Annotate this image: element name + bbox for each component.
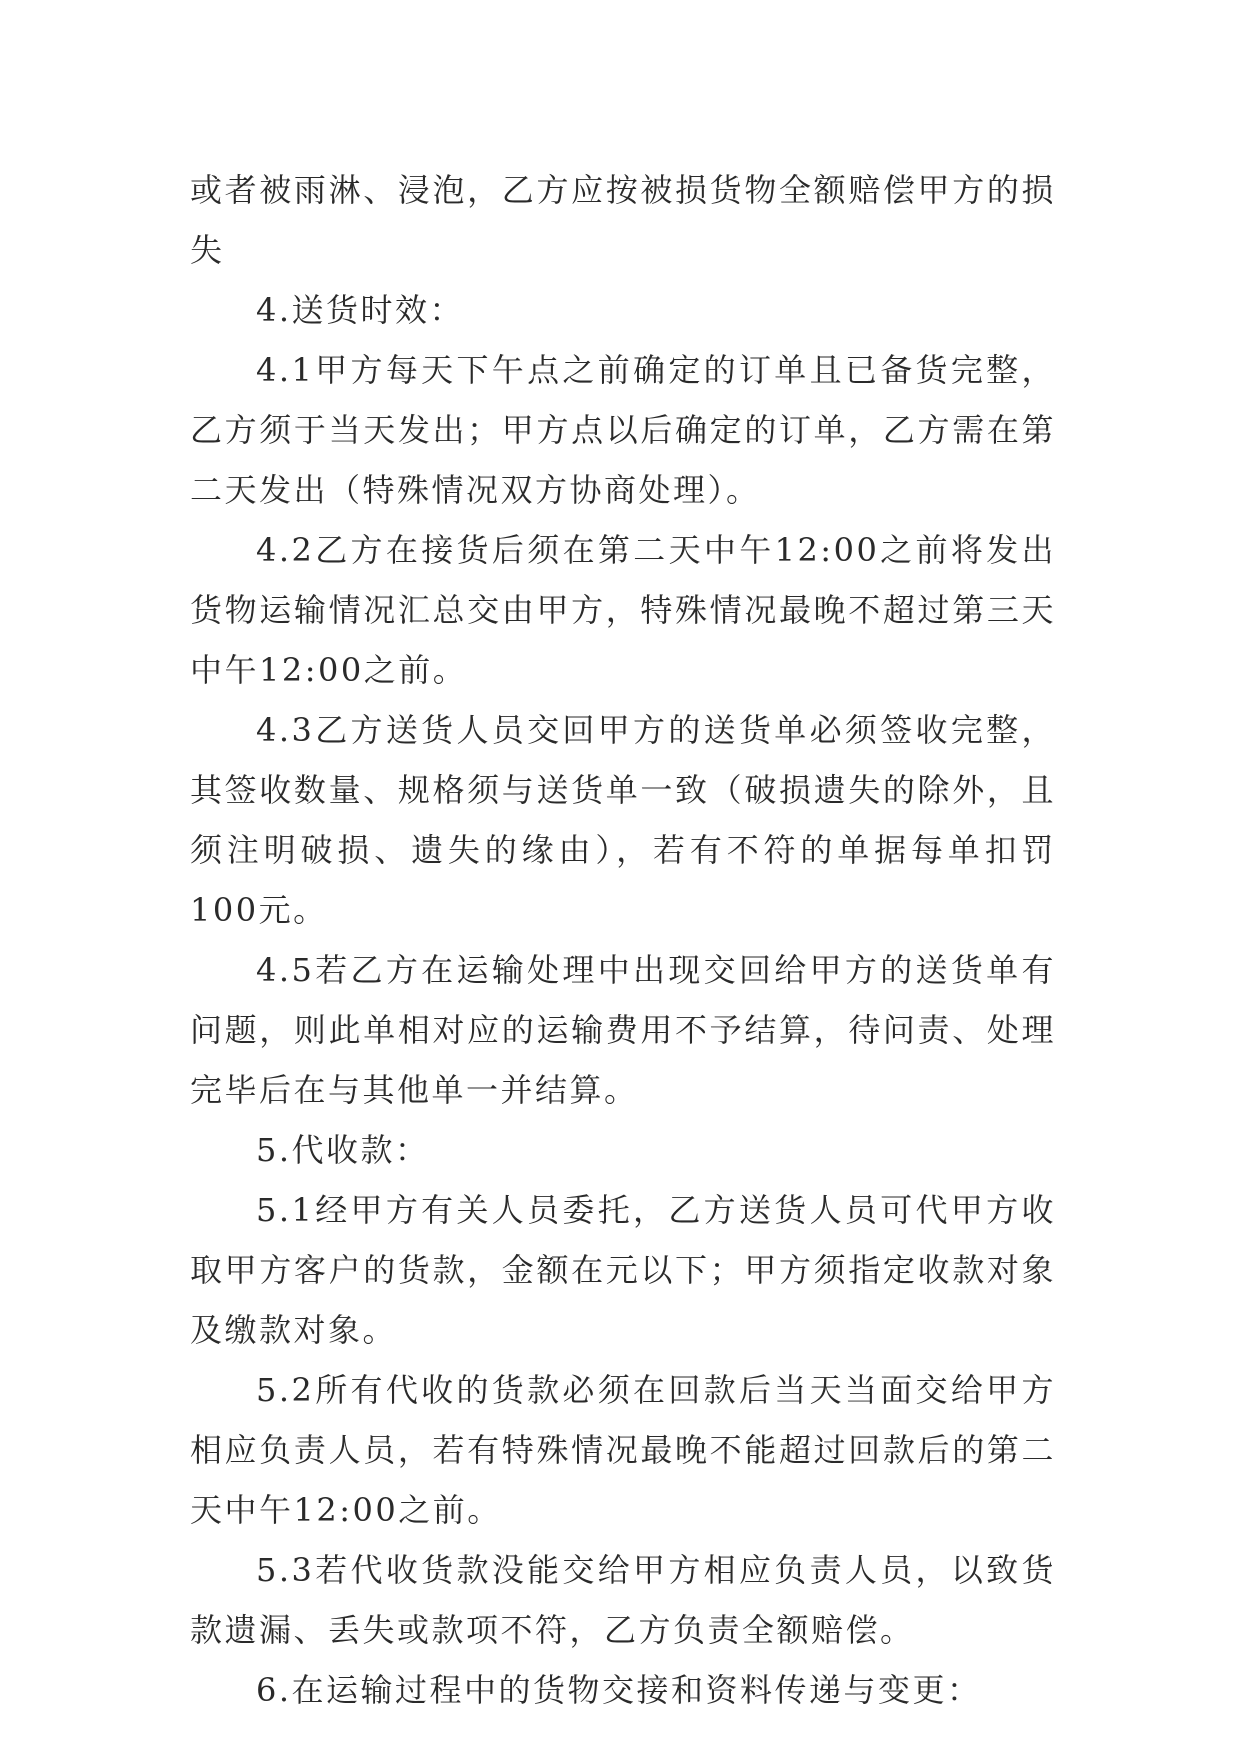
- paragraph: 4.1甲方每天下午点之前确定的订单且已备货完整，乙方须于当天发出；甲方点以后确定的订单，乙方需在第二天发出（特殊情况双方协商处理）。: [190, 351, 1056, 509]
- document-body: [190, 160, 1056, 1720]
- section-heading: 6.在运输过程中的货物交接和资料传递与变更：: [256, 1671, 982, 1709]
- section-heading: 4.送货时效：: [256, 291, 465, 329]
- paragraph: 或者被雨淋、浸泡，乙方应按被损货物全额赔偿甲方的损失: [190, 171, 1056, 269]
- paragraph: 4.3乙方送货人员交回甲方的送货单必须签收完整，其签收数量、规格须与送货单一致（破损遗失的除外，且须注明破损、遗失的缘由），若有不符的单据每单扣罚100元。: [190, 711, 1056, 929]
- paragraph: 5.1经甲方有关人员委托，乙方送货人员可代甲方收取甲方客户的货款，金额在元以下；甲方须指定收款对象及缴款对象。: [190, 1191, 1056, 1349]
- section-heading: 5.代收款：: [256, 1131, 430, 1169]
- paragraph: 4.2乙方在接货后须在第二天中午12:00之前将发出货物运输情况汇总交由甲方，特殊情况最晚不超过第三天中午12:00之前。: [190, 531, 1056, 689]
- paragraph: 5.3若代收货款没能交给甲方相应负责人员，以致货款遗漏、丢失或款项不符，乙方负责全额赔偿。: [190, 1551, 1056, 1649]
- paragraph: 4.5若乙方在运输处理中出现交回给甲方的送货单有问题，则此单相对应的运输费用不予结算，待问责、处理完毕后在与其他单一并结算。: [190, 951, 1056, 1109]
- paragraph: 5.2所有代收的货款必须在回款后当天当面交给甲方相应负责人员，若有特殊情况最晚不能超过回款后的第二天中午12:00之前。: [190, 1371, 1056, 1529]
